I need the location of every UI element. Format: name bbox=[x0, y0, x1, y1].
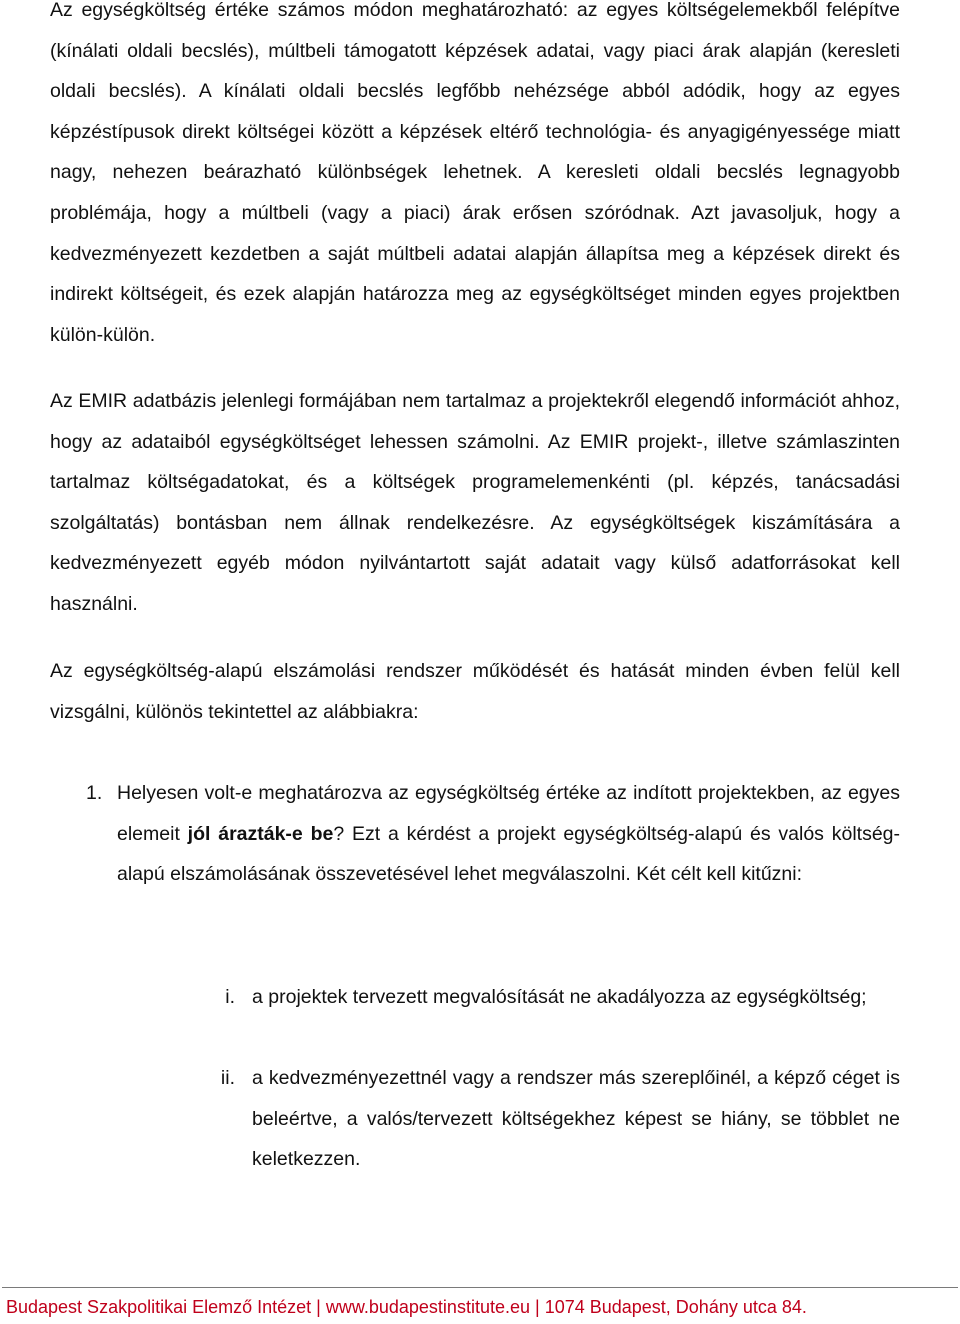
sub-list-item-text: a projektek tervezett megvalósítását ne akadályozza az egységköltség; bbox=[252, 986, 867, 1008]
footer-separator: | bbox=[535, 1297, 540, 1317]
body-paragraph-annual-review: Az egységköltség-alapú elszámolási rendszer működését és hatását minden évben felül kell vizsgálni, különös tekintettel az alábbiakra: bbox=[50, 660, 900, 723]
footer-separator: | bbox=[316, 1297, 321, 1317]
sub-list-item-text: a kedvezményezettnél vagy a rendszer más szereplőinél, a képző céget is beleértve, a valós/tervezett költségekhez képest se hiány, se többlet ne keletkezzen. bbox=[252, 1067, 900, 1171]
sub-list-item-number: ii. bbox=[220, 1067, 235, 1089]
list-item-emphasis: jól árazták-e be bbox=[187, 822, 334, 845]
body-paragraph-emir-database: Az EMIR adatbázis jelenlegi formájában nem tartalmaz a projektekről elegendő információt ahhoz, hogy az adataiból egységköltséget lehessen számolni. Az EMIR projekt-, illetve számlaszinten tartalmaz költségadatokat, és a költségek programelemenkénti (pl. képzés, tanácsadási szolgáltatás) bontásban nem állnak rendelkezésre. Az egységköltségek kiszámítására a kedvezményezett egyéb módon nyilvántartott saját adatait vagy külső adatforrásokat kell használni. bbox=[50, 390, 900, 615]
body-paragraph-unit-cost-estimation: Az egységköltség értéke számos módon meghatározható: az egyes költségelemekből felépítve (kínálati oldali becslés), múltbeli támogatott képzések adatai, vagy piaci árak alapján (keresleti oldali becslés). A kínálati oldali becslés legfőbb nehézsége abból adódik, hogy az egyes képzéstípusok direkt költségei között a képzések eltérő technológia- és anyagigényessége miatt nagy, nehezen beárazható különbségek lehetnek. A keresleti oldali becslés legnagyobb problémája, hogy a múltbeli (vagy a piaci) árak erősen szóródnak. Azt javasoljuk, hogy a kedvezményezett kezdetben a saját múltbeli adatai alapján állapítsa meg a képzések direkt és indirekt költségeit, és ezek alapján határozza meg az egységköltséget minden egyes projektben külön-külön. bbox=[50, 0, 900, 346]
sub-list-item-number: i. bbox=[225, 986, 235, 1008]
list-item-text-end: ? Ezt a kérdést a projekt egységköltség-alapú és valós költség-alapú elszámolásának összevetésével lehet megválaszolni. Két célt kell kitűzni: bbox=[117, 822, 901, 886]
footer-divider bbox=[2, 1287, 958, 1288]
list-item-number: 1. bbox=[86, 782, 103, 804]
footer-address: 1074 Budapest, Dohány utca 84. bbox=[544, 1297, 807, 1317]
list-item-text-start: Helyesen volt-e meghatározva az egységköltség értéke az indított projektekben, az egyes elemeit bbox=[117, 782, 900, 845]
footer-organization: Budapest Szakpolitikai Elemző Intézet bbox=[6, 1297, 312, 1317]
page-footer bbox=[6, 1295, 807, 1319]
footer-website-link[interactable]: www.budapestinstitute.eu bbox=[325, 1297, 530, 1317]
list-item-text bbox=[117, 773, 900, 895]
